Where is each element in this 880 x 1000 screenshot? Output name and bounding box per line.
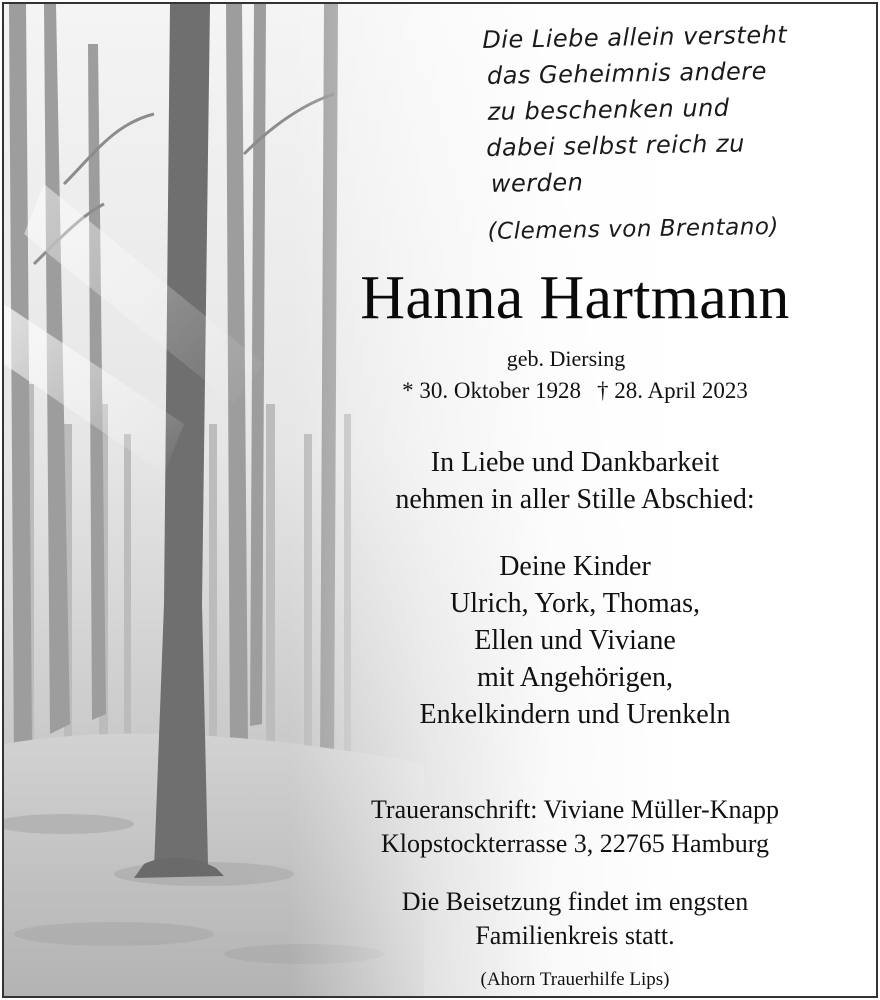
farewell-message — [300, 444, 850, 518]
mourners-list — [300, 548, 850, 733]
burial-line: Die Beisetzung findet im engsten — [401, 887, 749, 916]
birth-date: * 30. Oktober 1928 — [402, 378, 582, 403]
quote-line: dabei selbst reich zu — [485, 129, 746, 162]
life-dates — [300, 376, 850, 406]
mourners-line: Ulrich, York, Thomas, — [450, 588, 700, 619]
maiden-name: geb. Diersing — [506, 346, 626, 371]
mourners-line: Deine Kinder — [499, 551, 651, 582]
mourners-line: Ellen und Viviane — [474, 625, 676, 656]
quote-line: zu beschenken und — [487, 93, 730, 126]
quote-line: das Geheimnis andere — [486, 57, 768, 90]
mourners-line: mit Angehörigen, — [477, 662, 673, 693]
burial-line: Familienkreis statt. — [475, 921, 675, 950]
funeral-home-credit: (Ahorn Trauerhilfe Lips) — [480, 969, 670, 990]
quote-line: Die Liebe allein versteht — [482, 20, 788, 54]
burial-notice — [300, 885, 850, 953]
death-date: † 28. April 2023 — [597, 378, 748, 403]
mourning-address — [300, 793, 850, 861]
farewell-line: nehmen in aller Stille Abschied: — [395, 484, 755, 515]
address-line: Traueranschrift: Viviane Müller-Knapp — [370, 795, 780, 824]
handwritten-quote — [482, 16, 856, 250]
mourners-line: Enkelkindern und Urenkeln — [419, 699, 731, 730]
deceased-name: Hanna Hartmann — [360, 264, 790, 332]
farewell-line: In Liebe und Dankbarkeit — [430, 447, 720, 478]
quote-author: (Clemens von Brentano) — [487, 213, 780, 245]
quote-line: werden — [490, 168, 584, 198]
notice-text — [300, 262, 850, 953]
address-line: Klopstockterrasse 3, 22765 Hamburg — [380, 829, 769, 858]
